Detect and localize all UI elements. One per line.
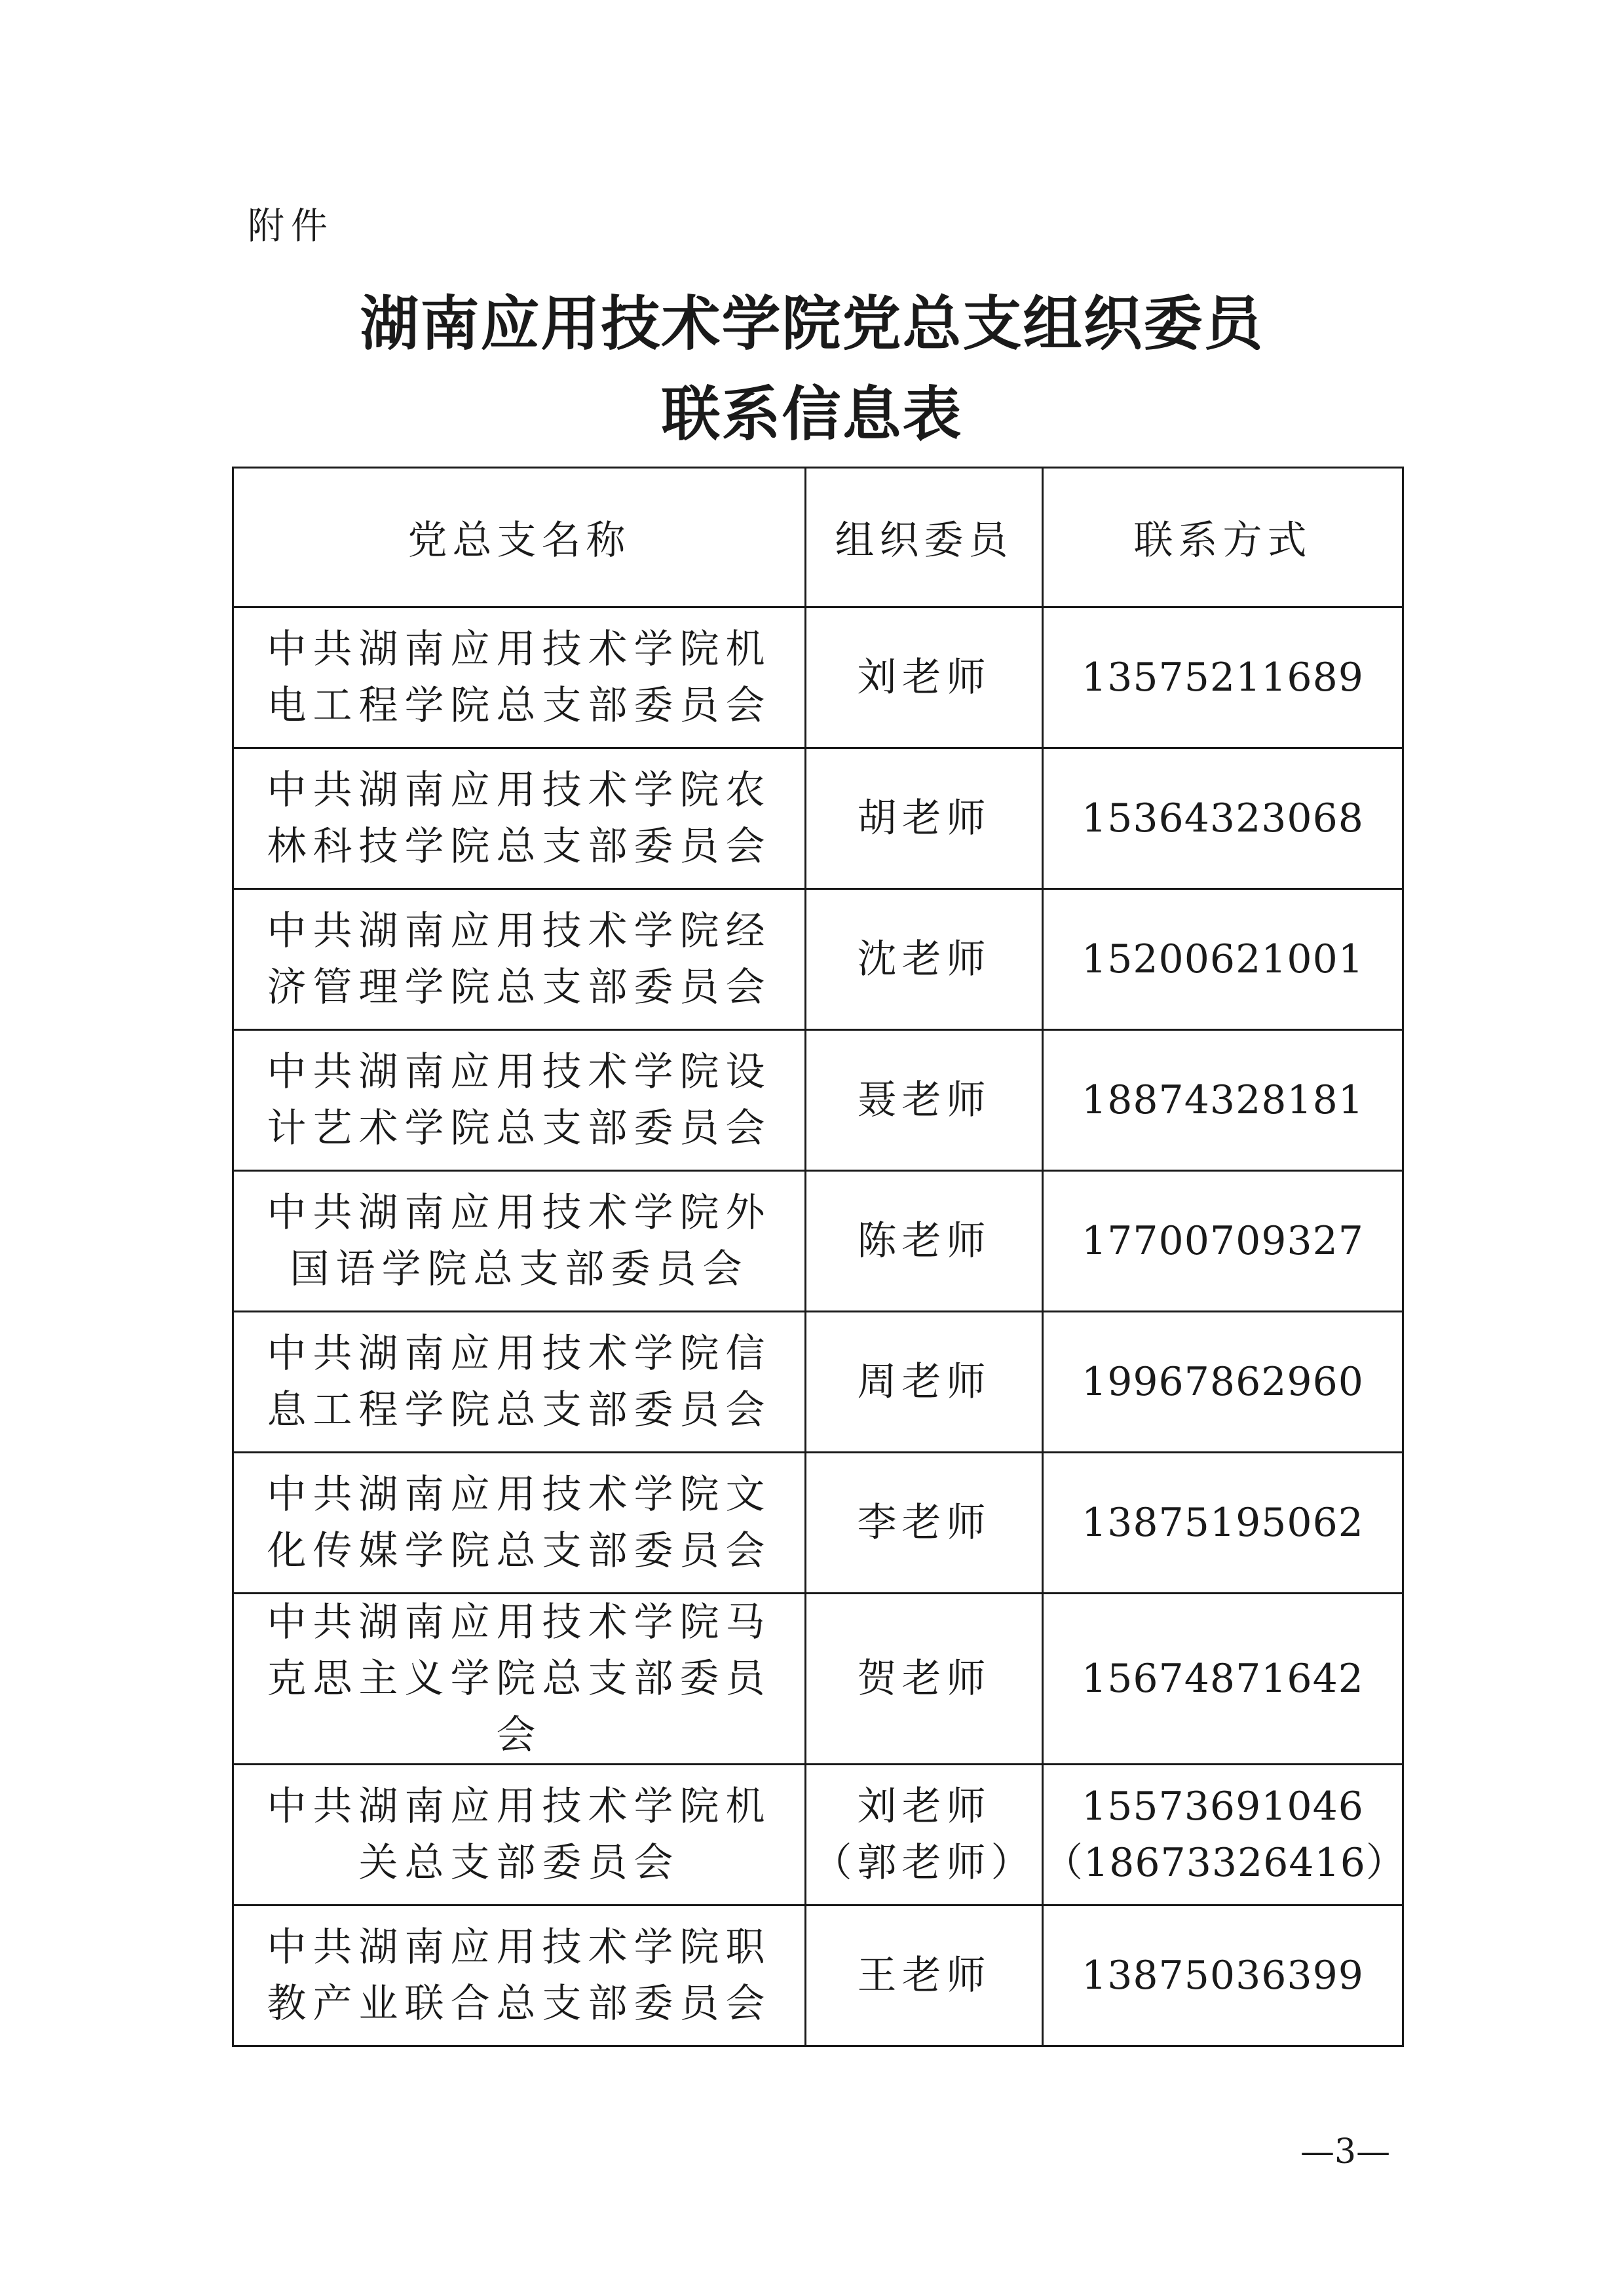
attachment-label: 附件 bbox=[248, 205, 334, 248]
organizer-cell bbox=[806, 1453, 1043, 1594]
branch-name-cell bbox=[233, 1594, 806, 1765]
organizer-name-alternate: （郭老师） bbox=[812, 1840, 1036, 1886]
branch-name-cell bbox=[233, 1171, 806, 1312]
organizer-cell bbox=[806, 1171, 1043, 1312]
branch-name: 中共湖南应用技术学院机电工程学院总支部委员会 bbox=[267, 626, 772, 729]
table-row bbox=[233, 889, 1403, 1030]
branch-name: 中共湖南应用技术学院机关总支部委员会 bbox=[267, 1784, 772, 1886]
organizer-cell bbox=[806, 889, 1043, 1030]
phone-number: 13875195062 bbox=[1082, 1500, 1364, 1546]
table-row bbox=[233, 1453, 1403, 1594]
organizer-name: 胡老师 bbox=[857, 795, 991, 841]
branch-name: 中共湖南应用技术学院经济管理学院总支部委员会 bbox=[267, 908, 772, 1010]
branch-name-cell bbox=[233, 1905, 806, 2046]
phone-number: 19967862960 bbox=[1082, 1359, 1364, 1405]
table-row bbox=[233, 1905, 1403, 2046]
organizer-name: 贺老师 bbox=[857, 1656, 991, 1702]
header-contact: 联系方式 bbox=[1043, 468, 1403, 607]
phone-cell bbox=[1043, 1171, 1403, 1312]
organizer-name: 王老师 bbox=[857, 1953, 991, 1999]
table-row bbox=[233, 1312, 1403, 1453]
phone-cell bbox=[1043, 889, 1403, 1030]
contact-table bbox=[232, 467, 1404, 2047]
branch-name: 中共湖南应用技术学院职教产业联合总支部委员会 bbox=[267, 1924, 772, 2027]
branch-name-cell bbox=[233, 1765, 806, 1905]
branch-name-cell bbox=[233, 889, 806, 1030]
organizer-name: 周老师 bbox=[857, 1359, 991, 1405]
organizer-name: 李老师 bbox=[857, 1500, 991, 1546]
phone-cell bbox=[1043, 1905, 1403, 2046]
organizer-cell bbox=[806, 748, 1043, 889]
document-title-line-2: 联系信息表 bbox=[661, 380, 963, 449]
branch-name: 中共湖南应用技术学院信息工程学院总支部委员会 bbox=[267, 1331, 772, 1433]
branch-name: 中共湖南应用技术学院农林科技学院总支部委员会 bbox=[267, 767, 772, 870]
document-title-line-1: 湖南应用技术学院党总支组织委员 bbox=[360, 290, 1264, 358]
organizer-cell bbox=[806, 1030, 1043, 1171]
phone-number: 13575211689 bbox=[1082, 655, 1364, 700]
branch-name-cell bbox=[233, 1030, 806, 1171]
organizer-name: 陈老师 bbox=[857, 1218, 991, 1264]
table-row bbox=[233, 1030, 1403, 1171]
branch-name-cell bbox=[233, 748, 806, 889]
table-row bbox=[233, 1765, 1403, 1905]
table-row bbox=[233, 607, 1403, 748]
branch-name-cell bbox=[233, 1312, 806, 1453]
branch-name-cell bbox=[233, 1453, 806, 1594]
phone-number: 18874328181 bbox=[1082, 1077, 1364, 1123]
phone-number: 17700709327 bbox=[1082, 1218, 1364, 1264]
phone-number-alternate: （18673326416） bbox=[1044, 1840, 1406, 1886]
phone-cell bbox=[1043, 1312, 1403, 1453]
phone-number: 15364323068 bbox=[1082, 795, 1364, 841]
organizer-cell bbox=[806, 1594, 1043, 1765]
page-number: —3— bbox=[1300, 2132, 1391, 2172]
phone-cell bbox=[1043, 1030, 1403, 1171]
organizer-name: 聂老师 bbox=[857, 1077, 991, 1123]
branch-name: 中共湖南应用技术学院马克思主义学院总支部委员会 bbox=[267, 1599, 772, 1758]
phone-number: 13875036399 bbox=[1082, 1953, 1364, 1999]
table-row bbox=[233, 1594, 1403, 1765]
branch-name-cell bbox=[233, 607, 806, 748]
phone-number: 15200621001 bbox=[1082, 936, 1364, 982]
phone-cell bbox=[1043, 607, 1403, 748]
phone-cell bbox=[1043, 1453, 1403, 1594]
organizer-name: 沈老师 bbox=[857, 936, 991, 982]
branch-name: 中共湖南应用技术学院设计艺术学院总支部委员会 bbox=[267, 1049, 772, 1151]
organizer-name: 刘老师 bbox=[857, 1784, 991, 1829]
table-row bbox=[233, 748, 1403, 889]
table-row bbox=[233, 1171, 1403, 1312]
organizer-cell bbox=[806, 1765, 1043, 1905]
phone-number: 15573691046 bbox=[1082, 1784, 1364, 1829]
phone-cell bbox=[1043, 1765, 1406, 1905]
table-header-row bbox=[233, 468, 1403, 607]
header-organizer: 组织委员 bbox=[806, 468, 1043, 607]
phone-cell bbox=[1043, 748, 1403, 889]
phone-number: 15674871642 bbox=[1082, 1656, 1364, 1702]
header-branch-name: 党总支名称 bbox=[233, 468, 806, 607]
organizer-cell bbox=[806, 1312, 1043, 1453]
branch-name: 中共湖南应用技术学院外国语学院总支部委员会 bbox=[267, 1190, 772, 1292]
organizer-cell bbox=[806, 607, 1043, 748]
branch-name: 中共湖南应用技术学院文化传媒学院总支部委员会 bbox=[267, 1472, 772, 1574]
organizer-cell bbox=[806, 1905, 1043, 2046]
organizer-name: 刘老师 bbox=[857, 655, 991, 700]
phone-cell bbox=[1043, 1594, 1403, 1765]
